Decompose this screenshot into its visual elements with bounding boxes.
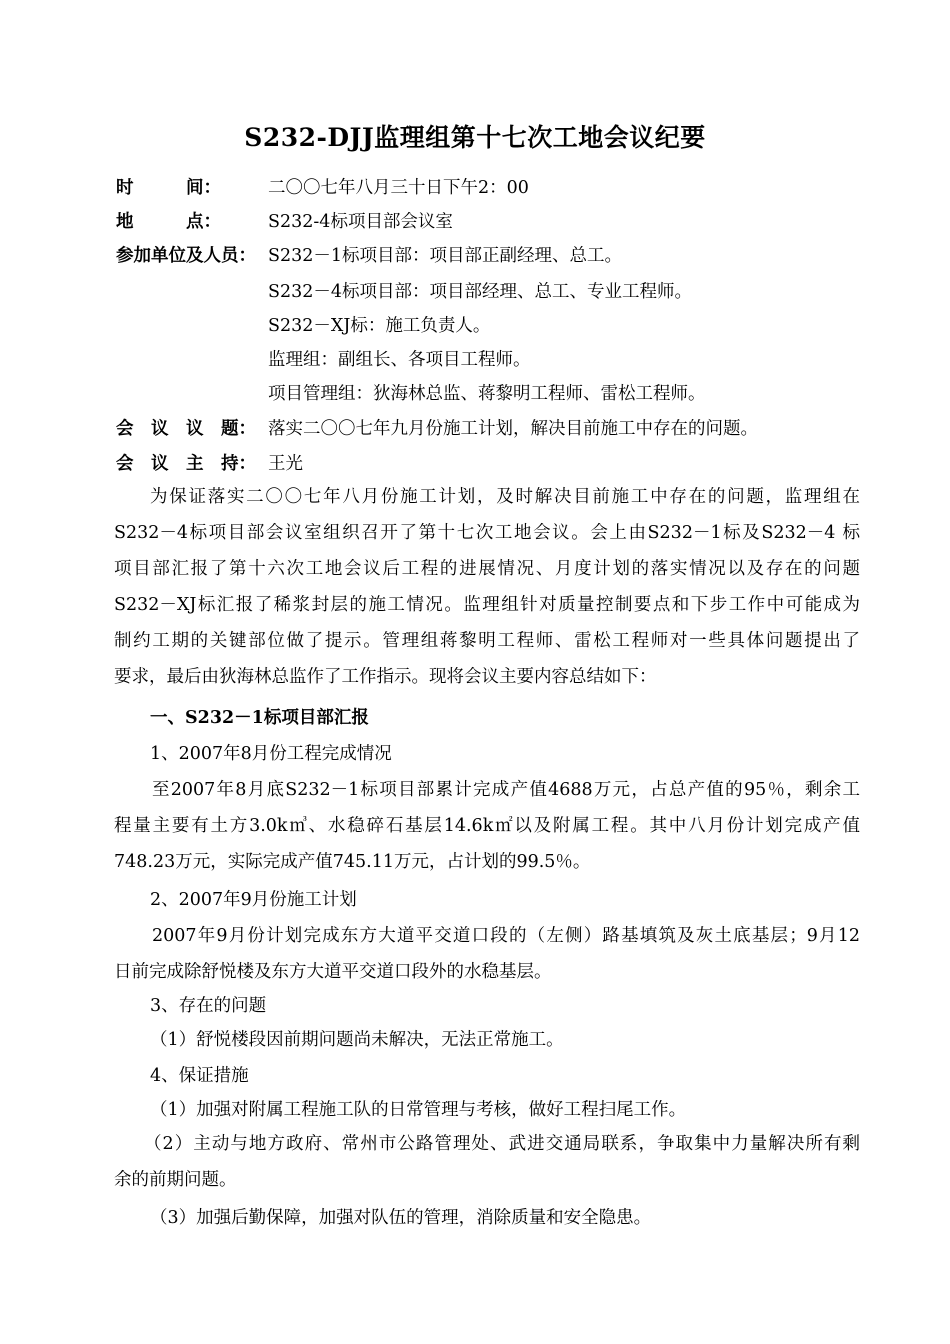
topic-value: 落实二〇〇七年九月份施工计划，解决目前施工中存在的问题。 [268, 419, 758, 439]
paragraph-line: 项目部汇报了第十六次工地会议后工程的进展情况、月度计划的落实情况以及存在的问题 [114, 559, 860, 579]
place-value: S232-4标项目部会议室 [268, 212, 453, 232]
paragraph-line: S232－XJ标汇报了稀浆封层的施工情况。监理组针对质量控制要点和下步工作中可能成为 [114, 595, 860, 615]
paragraph-line: 制约工期的关键部位做了提示。管理组蒋黎明工程师、雷松工程师对一些具体问题提出了 [114, 631, 860, 651]
host-label: 会 议 主 持： [116, 454, 256, 474]
item-heading: 1、2007年8月份工程完成情况 [150, 744, 392, 764]
time-label: 时 间： [116, 178, 221, 198]
attendee-line: 项目管理组：狄海林总监、蒋黎明工程师、雷松工程师。 [268, 384, 706, 404]
list-item: （1）舒悦楼段因前期问题尚未解决，无法正常施工。 [150, 1030, 564, 1050]
topic-label: 会 议 议 题： [116, 419, 256, 439]
place-label: 地 点： [116, 212, 221, 232]
document-title: S232-DJJ监理组第十七次工地会议纪要 [244, 123, 706, 152]
section-heading: 一、S232－1标项目部汇报 [150, 708, 369, 728]
list-item: （1）加强对附属工程施工队的日常管理与考核，做好工程扫尾工作。 [150, 1100, 687, 1120]
attendees-label: 参加单位及人员： [116, 246, 256, 266]
attendee-line: S232－4标项目部：项目部经理、总工、专业工程师。 [268, 282, 693, 302]
paragraph-line: 748.23万元，实际完成产值745.11万元，占计划的99.5％。 [114, 852, 591, 872]
item4-paragraph [114, 1126, 860, 1198]
item1-paragraph [114, 772, 860, 880]
time-value: 二〇〇七年八月三十日下午2：00 [268, 178, 529, 198]
paragraph-line: （2）主动与地方政府、常州市公路管理处、武进交通局联系，争取集中力量解决所有剩 [144, 1134, 860, 1154]
list-item: （3）加强后勤保障，加强对队伍的管理，消除质量和安全隐患。 [150, 1208, 652, 1228]
paragraph-line: 为保证落实二〇〇七年八月份施工计划，及时解决目前施工中存在的问题，监理组在 [150, 487, 860, 507]
item-heading: 4、保证措施 [150, 1066, 249, 1086]
paragraph-line: 日前完成除舒悦楼及东方大道平交道口段外的水稳基层。 [114, 962, 552, 982]
host-value: 王光 [268, 454, 303, 474]
paragraph-line: 余的前期问题。 [114, 1170, 237, 1190]
paragraph-line: 2007年9月份计划完成东方大道平交道口段的（左侧）路基填筑及灰土底基层；9月12 [152, 926, 860, 946]
item-heading: 2、2007年9月份施工计划 [150, 890, 357, 910]
intro-paragraph [114, 479, 860, 695]
item2-paragraph [114, 918, 860, 990]
attendee-line: S232－1标项目部：项目部正副经理、总工。 [268, 246, 623, 266]
item-heading: 3、存在的问题 [150, 996, 267, 1016]
paragraph-line: 至2007年8月底S232－1标项目部累计完成产值4688万元，占总产值的95％，剩余工 [152, 780, 860, 800]
paragraph-line: 程量主要有土方3.0k㎥、水稳碎石基层14.6k㎡以及附属工程。其中八月份计划完成产值 [114, 816, 860, 836]
attendee-line: 监理组：副组长、各项目工程师。 [268, 350, 531, 370]
paragraph-line: S232－4标项目部会议室组织召开了第十七次工地会议。会上由S232－1标及S232－4 标 [114, 523, 860, 543]
attendee-line: S232－XJ标：施工负责人。 [268, 316, 491, 336]
paragraph-line: 要求，最后由狄海林总监作了工作指示。现将会议主要内容总结如下： [114, 667, 657, 687]
